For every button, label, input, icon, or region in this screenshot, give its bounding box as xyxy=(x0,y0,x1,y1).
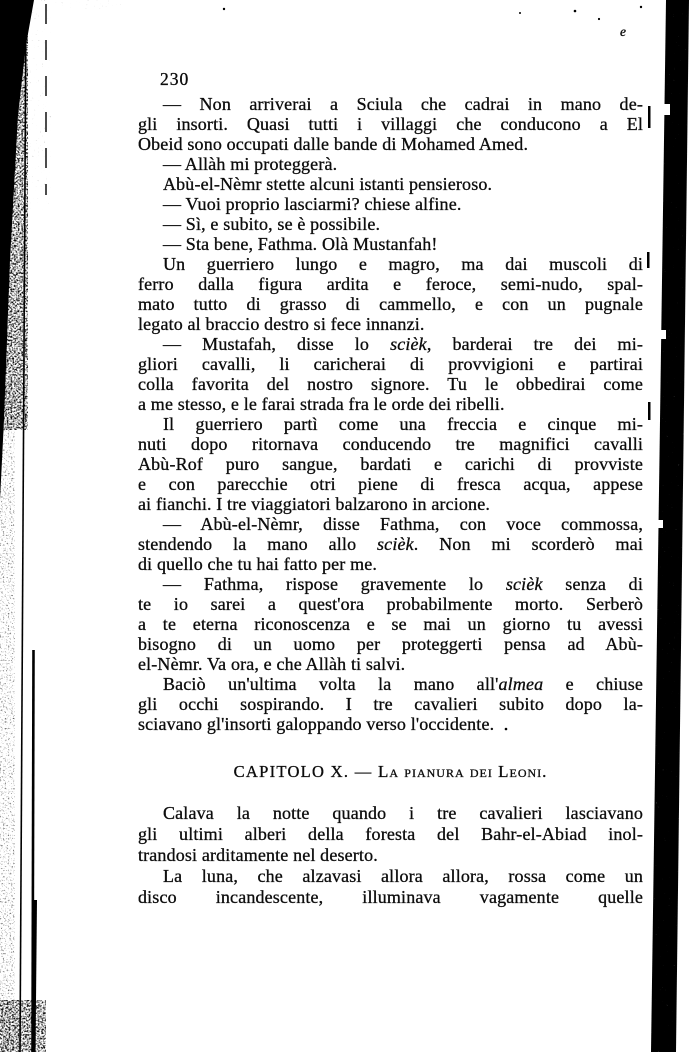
chapter-heading-title: La pianura dei Leoni. xyxy=(377,762,548,781)
page-number: 230 xyxy=(160,69,190,89)
text-line: bisogno di un uomo per proteggerti pensa ad Abù- xyxy=(138,634,643,654)
text-line: gli occhi sospirando. I tre cavalieri subito dopo la- xyxy=(138,694,643,714)
text-line: — Abù-el-Nèmr, disse Fathma, con voce commossa, xyxy=(163,514,643,534)
gutter-speckle-bottom xyxy=(0,380,15,1052)
text-line: Obeid sono occupati dalle bande di Mohamed Amed. xyxy=(138,134,529,154)
top-edge-scatter xyxy=(28,0,123,9)
text-line: — Sì, e subito, se è possibile. xyxy=(163,214,381,234)
paragraph xyxy=(138,154,643,174)
text-line: a te eterna riconoscenza e se mai un giorno tu avessi xyxy=(138,614,643,634)
text-line: disco incandescente, illuminava vagamente quelle xyxy=(138,887,643,907)
text-line: ferro dalla figura ardita e feroce, semi-nudo, spal- xyxy=(138,274,643,294)
margin-tick xyxy=(648,106,651,128)
text-line: — Non arriverai a Sciula che cadrai in mano de- xyxy=(163,94,643,114)
text-line: gli insorti. Quasi tutti i villaggi che conducono a El xyxy=(138,114,643,134)
text-line: sciavano gl'insorti galoppando verso l'occidente. xyxy=(138,714,495,734)
text-line: gliori cavalli, li caricherai di provvigioni e partirai xyxy=(138,354,643,374)
paragraph xyxy=(138,214,643,234)
margin-tick xyxy=(648,402,651,420)
paragraph xyxy=(138,234,643,254)
chapter-heading-number: CAPITOLO X. — xyxy=(233,762,378,781)
paragraph xyxy=(138,194,643,214)
text-line: ai fianchi. I tre viaggiatori balzarono in arcione. xyxy=(138,494,490,514)
text-line: Il guerriero partì come una freccia e cinque mi- xyxy=(163,414,643,434)
paragraph xyxy=(138,254,643,334)
text-line: e con parecchie otri piene di fresca acqua, appese xyxy=(138,474,643,494)
text-line: — Sta bene, Fathma. Olà Mustanfah! xyxy=(163,234,438,254)
text-line: nuti dopo ritornava conducendo tre magnifici cavalli xyxy=(138,434,643,454)
crease-line-thick xyxy=(34,900,36,1052)
text-line: legato al braccio destro si fece innanzi. xyxy=(138,314,425,334)
ink-dot xyxy=(519,12,521,14)
paragraph xyxy=(138,174,643,194)
text-line: trandosi arditamente nel deserto. xyxy=(138,845,378,865)
paragraph xyxy=(138,94,643,154)
text-line: mato tutto di grasso di cammello, e con un pugnale xyxy=(138,294,643,314)
text-column xyxy=(138,94,643,908)
paragraph xyxy=(138,674,643,734)
text-line: — Mustafah, disse lo scièk, barderai tre dei mi- xyxy=(163,334,644,354)
text-line: colla favorita del nostro signore. Tu le obbedirai come xyxy=(138,374,643,394)
stray-ink-mark: e xyxy=(620,24,626,39)
paragraph xyxy=(138,334,643,414)
text-line: te io sarei a quest'ora probabilmente morto. Serberò xyxy=(138,594,643,614)
paragraph xyxy=(138,574,643,674)
text-line: a me stesso, e le farai strada fra le orde dei ribelli. xyxy=(138,394,505,414)
text-line: Abù-el-Nèmr stette alcuni istanti pensieroso. xyxy=(163,174,493,194)
text-line: gli ultimi alberi della foresta del Bahr-el-Abiad inol- xyxy=(138,824,643,844)
paragraph xyxy=(138,803,643,866)
text-line: — Fathma, rispose gravemente lo scièk senza di xyxy=(163,574,643,594)
text-line: Un guerriero lungo e magro, ma dai muscoli di xyxy=(163,254,643,274)
paragraph xyxy=(138,414,643,514)
paragraph xyxy=(138,514,643,574)
ink-dot xyxy=(223,8,225,10)
ink-dot xyxy=(598,18,600,20)
margin-tick xyxy=(647,252,650,268)
text-line: di quello che tu hai fatto per me. xyxy=(138,554,378,574)
chapter-heading xyxy=(138,761,643,783)
band-white-specks xyxy=(648,0,692,1052)
text-line: el-Nèmr. Va ora, e che Allàh ti salvi. xyxy=(138,654,406,674)
text-line: — Vuoi proprio lasciarmi? chiese alfine. xyxy=(163,194,462,214)
text-line: Abù-Rof puro sangue, bardati e carichi di provviste xyxy=(138,454,643,474)
text-line: stendendo la mano allo scièk. Non mi scorderò mai xyxy=(138,534,643,554)
ink-dot xyxy=(640,6,642,8)
text-line: Calava la notte quando i tre cavalieri lasciavano xyxy=(163,803,643,823)
ink-dot xyxy=(574,10,577,13)
gutter-scatter xyxy=(28,0,52,210)
text-line: — Allàh mi proteggerà. xyxy=(163,154,338,174)
paragraph xyxy=(138,866,643,908)
gutter-speckle-corner xyxy=(0,1000,46,1052)
text-line: La luna, che alzavasi allora allora, rossa come un xyxy=(163,866,643,886)
text-line: Baciò un'ultima volta la mano all'almea e chiuse xyxy=(163,674,644,694)
